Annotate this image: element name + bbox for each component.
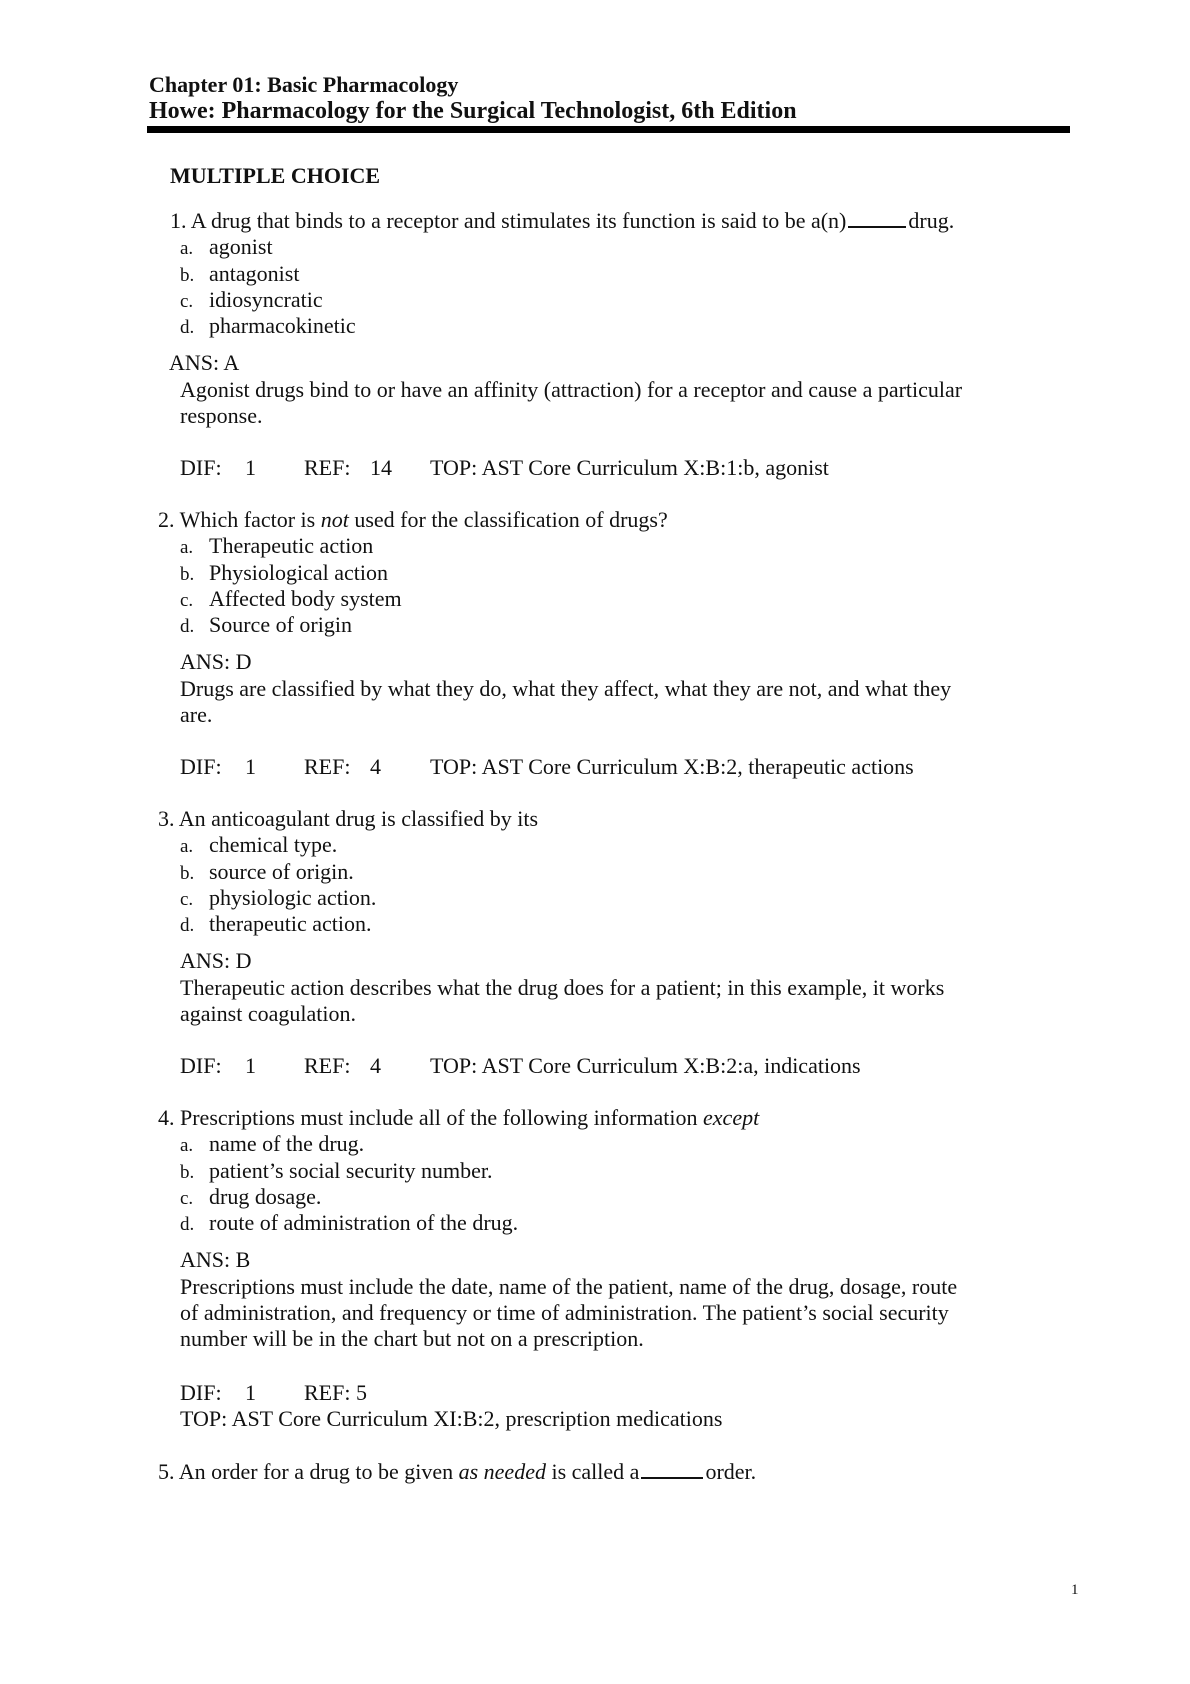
dif-label: DIF: bbox=[180, 1380, 222, 1405]
ref-label: REF: bbox=[304, 1053, 351, 1078]
option-d bbox=[180, 1210, 518, 1236]
ref-label: REF: bbox=[304, 455, 351, 480]
question-metadata bbox=[0, 1053, 1190, 1081]
option-text: chemical type. bbox=[209, 832, 338, 857]
rationale-line: number will be in the chart but not on a prescription. bbox=[180, 1326, 644, 1351]
rationale-line: Agonist drugs bind to or have an affinity (attraction) for a receptor and cause a particular bbox=[180, 377, 963, 402]
ref-label: REF: bbox=[304, 754, 351, 779]
option-text: Affected body system bbox=[209, 586, 402, 611]
dif-label: DIF: bbox=[180, 754, 222, 779]
question-emphasis: as needed bbox=[458, 1459, 546, 1484]
question-metadata bbox=[0, 754, 1190, 782]
question-stem-end: order. bbox=[705, 1459, 757, 1484]
rationale-line: response. bbox=[180, 403, 263, 428]
section-title: MULTIPLE CHOICE bbox=[170, 163, 381, 188]
dif-label: DIF: bbox=[180, 1053, 222, 1078]
page-number: 1 bbox=[1071, 1582, 1079, 1598]
dif-value: 1 bbox=[245, 1053, 256, 1078]
question-1 bbox=[170, 208, 954, 234]
option-letter: d. bbox=[180, 616, 195, 637]
question-4 bbox=[158, 1105, 759, 1131]
option-c bbox=[180, 586, 402, 612]
ref-value: 14 bbox=[370, 455, 392, 480]
question-stem-end: drug. bbox=[908, 208, 955, 233]
option-text: route of administration of the drug. bbox=[209, 1210, 519, 1235]
option-b bbox=[180, 261, 299, 287]
option-b bbox=[180, 1158, 493, 1184]
question-stem: An order for a drug to be given bbox=[178, 1459, 459, 1484]
option-b bbox=[180, 859, 354, 885]
option-text: agonist bbox=[209, 234, 273, 259]
option-c bbox=[180, 1184, 321, 1210]
dif-value: 1 bbox=[245, 754, 256, 779]
question-number: 5. bbox=[158, 1459, 175, 1484]
question-2 bbox=[158, 507, 668, 533]
option-letter: c. bbox=[180, 1188, 194, 1209]
option-b bbox=[180, 560, 388, 586]
option-letter: a. bbox=[180, 238, 194, 259]
option-letter: b. bbox=[180, 564, 195, 585]
question-stem: An anticoagulant drug is classified by its bbox=[178, 806, 539, 831]
rationale-line: Prescriptions must include the date, name of the patient, name of the drug, dosage, route bbox=[180, 1274, 958, 1299]
option-c bbox=[180, 287, 323, 313]
book-title: Howe: Pharmacology for the Surgical Technologist, 6th Edition bbox=[149, 98, 797, 124]
option-letter: d. bbox=[180, 1214, 195, 1235]
option-letter: a. bbox=[180, 1135, 194, 1156]
option-letter: a. bbox=[180, 537, 194, 558]
option-a bbox=[180, 1131, 364, 1157]
rationale-line: of administration, and frequency or time of administration. The patient’s social security bbox=[180, 1300, 949, 1325]
option-text: pharmacokinetic bbox=[209, 313, 356, 338]
answer-key: ANS: A bbox=[169, 350, 240, 375]
dif-value: 1 bbox=[245, 1380, 256, 1405]
question-stem: A drug that binds to a receptor and stimulates its function is said to be a(n) bbox=[190, 208, 847, 233]
option-letter: b. bbox=[180, 1162, 195, 1183]
question-stem-end: used for the classification of drugs? bbox=[348, 507, 668, 532]
option-text: therapeutic action. bbox=[209, 911, 372, 936]
option-text: physiologic action. bbox=[209, 885, 377, 910]
question-stem: Which factor is bbox=[179, 507, 321, 532]
option-text: Therapeutic action bbox=[209, 533, 374, 558]
ref-label: REF: 5 bbox=[304, 1380, 367, 1405]
option-letter: b. bbox=[180, 863, 195, 884]
option-c bbox=[180, 885, 376, 911]
rationale-line: Drugs are classified by what they do, what they affect, what they are not, and what they bbox=[180, 676, 952, 701]
option-a bbox=[180, 533, 373, 559]
answer-key: ANS: B bbox=[180, 1247, 251, 1272]
option-letter: a. bbox=[180, 836, 194, 857]
question-number: 4. bbox=[158, 1105, 175, 1130]
question-number: 3. bbox=[158, 806, 175, 831]
question-3 bbox=[158, 806, 538, 832]
ref-value: 4 bbox=[370, 1053, 381, 1078]
option-text: patient’s social security number. bbox=[209, 1158, 493, 1183]
option-text: source of origin. bbox=[209, 859, 354, 884]
chapter-title: Chapter 01: Basic Pharmacology bbox=[149, 72, 459, 97]
option-letter: d. bbox=[180, 317, 195, 338]
rationale-line: Therapeutic action describes what the drug does for a patient; in this example, it works bbox=[180, 975, 945, 1000]
option-text: antagonist bbox=[209, 261, 300, 286]
answer-key: ANS: D bbox=[180, 948, 252, 973]
answer-blank bbox=[641, 1476, 703, 1479]
option-letter: c. bbox=[180, 590, 194, 611]
option-letter: d. bbox=[180, 915, 195, 936]
answer-key: ANS: D bbox=[180, 649, 252, 674]
question-stem: Prescriptions must include all of the following information bbox=[180, 1105, 704, 1130]
question-emphasis: except bbox=[703, 1105, 760, 1130]
option-text: drug dosage. bbox=[209, 1184, 322, 1209]
question-emphasis: not bbox=[320, 507, 349, 532]
dif-label: DIF: bbox=[180, 455, 222, 480]
question-metadata bbox=[0, 455, 1190, 483]
rationale-line: against coagulation. bbox=[180, 1001, 356, 1026]
option-text: idiosyncratic bbox=[209, 287, 323, 312]
option-d bbox=[180, 313, 356, 339]
option-text: Physiological action bbox=[209, 560, 389, 585]
topic: TOP: AST Core Curriculum X:B:2, therapeutic actions bbox=[430, 754, 914, 779]
question-number: 1. bbox=[170, 208, 187, 233]
option-letter: c. bbox=[180, 889, 194, 910]
dif-value: 1 bbox=[245, 455, 256, 480]
answer-blank bbox=[848, 225, 906, 228]
option-a bbox=[180, 832, 337, 858]
question-5 bbox=[158, 1459, 756, 1485]
option-text: name of the drug. bbox=[209, 1131, 365, 1156]
option-d bbox=[180, 612, 352, 638]
option-letter: c. bbox=[180, 291, 194, 312]
question-metadata bbox=[0, 1380, 1190, 1408]
option-d bbox=[180, 911, 371, 937]
topic: TOP: AST Core Curriculum X:B:2:a, indications bbox=[430, 1053, 861, 1078]
question-stem-mid: is called a bbox=[545, 1459, 640, 1484]
topic: TOP: AST Core Curriculum XI:B:2, prescription medications bbox=[180, 1406, 723, 1431]
question-number: 2. bbox=[158, 507, 175, 532]
topic: TOP: AST Core Curriculum X:B:1:b, agonist bbox=[430, 455, 829, 480]
rationale-line: are. bbox=[180, 702, 213, 727]
ref-value: 4 bbox=[370, 754, 381, 779]
option-text: Source of origin bbox=[209, 612, 352, 637]
header-rule bbox=[147, 126, 1070, 133]
option-a bbox=[180, 234, 273, 260]
option-letter: b. bbox=[180, 265, 195, 286]
